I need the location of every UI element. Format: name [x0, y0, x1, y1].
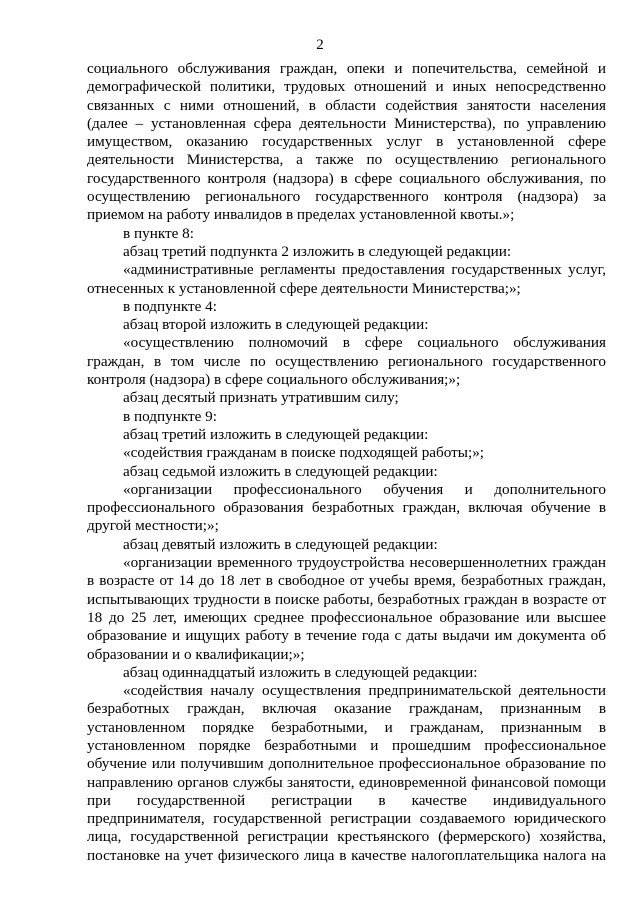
- paragraph-14: абзац девятый изложить в следующей редакции:: [123, 535, 438, 553]
- paragraph-10: абзац третий изложить в следующей редакции:: [123, 425, 429, 443]
- paragraph-13: «организации профессионального обучения и дополнительного профессионального образования безработных граждан, включая обучение в другой местности;»;: [87, 480, 606, 535]
- paragraph-8: абзац десятый признать утратившим силу;: [123, 389, 399, 407]
- page-number: 2: [316, 37, 324, 53]
- paragraph-1: социального обслуживания граждан, опеки и попечительства, семейной и демографической политики, трудовых отношений и иных непосредственно связанных с ними отношений, в области содействия занятости населения (далее – установленная сфера деятельности Министерства), по управлению имуществом, оказанию государственных услуг в установленной сфере деятельности Министерства, а также по осуществлению регионального государственного контроля (надзора) в сфере социального обслуживания, по осуществлению регионального государственного контроля (надзора) за приемом на работу инвалидов в пределах установленной квоты.»;: [87, 60, 606, 224]
- paragraph-4: «административные регламенты предоставления государственных услуг, отнесенных к установленной сфере деятельности Министерства;»;: [87, 261, 606, 297]
- paragraph-5: в подпункте 4:: [123, 297, 217, 315]
- paragraph-11: «содействия гражданам в поиске подходящей работы;»;: [123, 444, 485, 462]
- paragraph-3: абзац третий подпункта 2 изложить в следующей редакции:: [123, 242, 512, 260]
- paragraph-2: в пункте 8:: [123, 224, 194, 242]
- paragraph-6: абзац второй изложить в следующей редакции:: [123, 316, 429, 334]
- paragraph-9: в подпункте 9:: [123, 407, 217, 425]
- paragraph-15: «организации временного трудоустройства несовершеннолетних граждан в возрасте от 14 до 18 лет в свободное от учебы время, безработных граждан, испытывающих трудности в поиске работы, безработных граждан в возрасте от 18 до 25 лет, имеющих среднее профессиональное образование или высшее образование и ищущих работу в течение года с даты выдачи им документа об образовании и о квалификации;»;: [87, 554, 606, 663]
- document-body: [87, 60, 606, 865]
- paragraph-17: «содействия началу осуществления предпринимательской деятельности безработных граждан, включая оказание гражданам, признанным в установленном порядке безработными, и гражданам, признанным в установленном порядке безработными и прошедшим профессиональное обучение или получившим дополнительное профессиональное образование по направлению органов службы занятости, единовременной финансовой помощи при государственной регистрации в качестве индивидуального предпринимателя, государственной регистрации создаваемого юридического лица, государственной регистрации крестьянского (фермерского) хозяйства, постановке на учет физического лица в качестве налогоплательщика налога на: [87, 682, 606, 864]
- paragraph-16: абзац одиннадцатый изложить в следующей редакции:: [123, 663, 478, 681]
- paragraph-7: «осуществлению полномочий в сфере социального обслуживания граждан, в том числе по осуществлению регионального государственного контроля (надзора) в сфере социального обслуживания;»;: [87, 334, 606, 389]
- paragraph-12: абзац седьмой изложить в следующей редакции:: [123, 462, 438, 480]
